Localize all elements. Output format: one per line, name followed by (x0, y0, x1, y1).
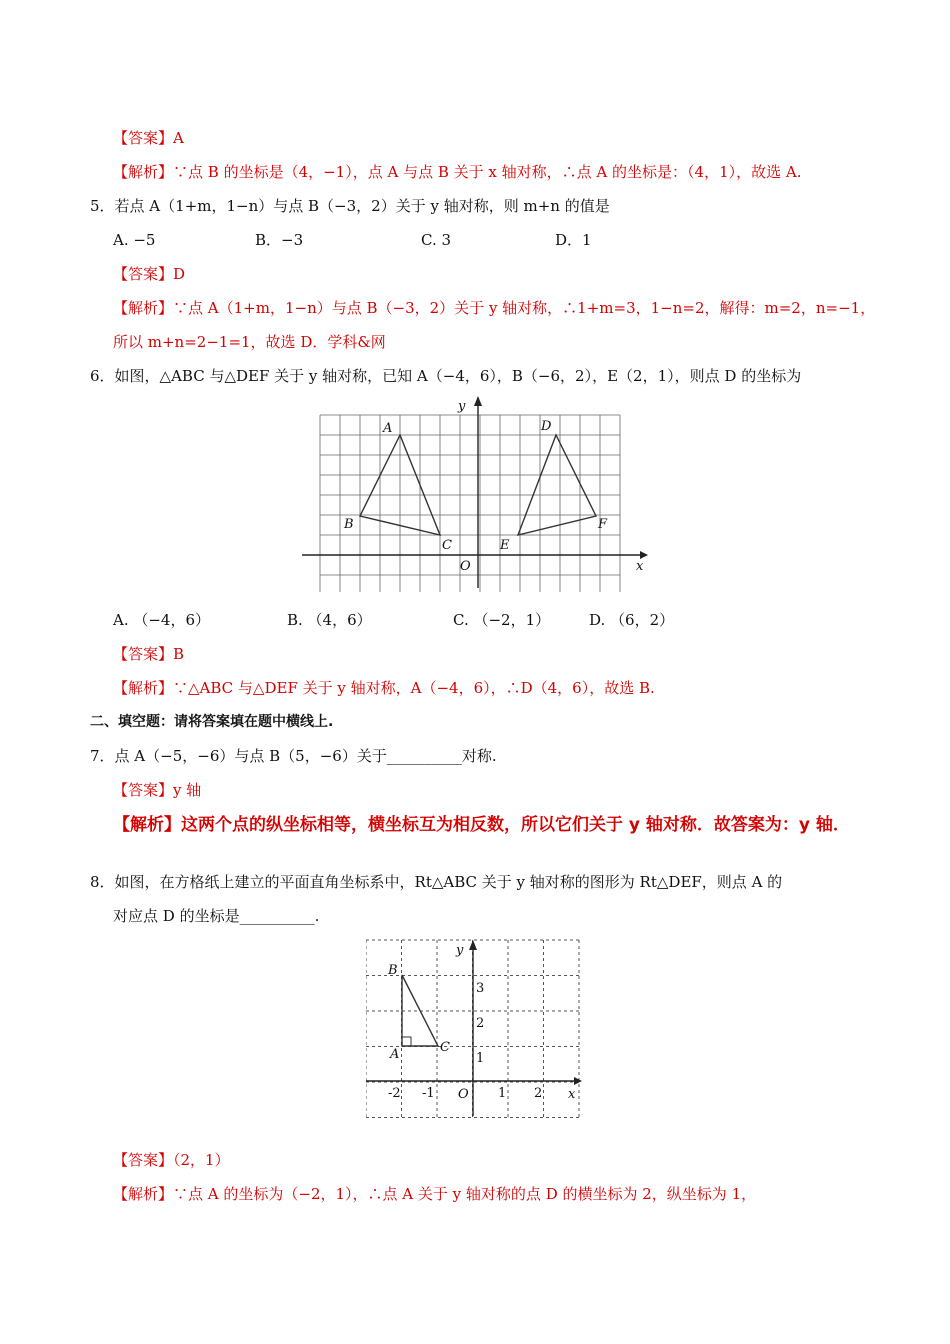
q4-analysis (113, 162, 801, 182)
q6-origin-label: O (460, 559, 471, 574)
q5-option-b: B．−3 (255, 231, 304, 249)
q5-option-c: C. 3 (421, 231, 452, 249)
q8-label-a: A (390, 1047, 400, 1062)
answer-value: D (173, 265, 186, 283)
q8-xtick-2: 2 (534, 1086, 543, 1101)
q5-option-d: D．1 (555, 231, 592, 249)
q6-answer (113, 644, 184, 664)
q8-figure (366, 938, 586, 1120)
analysis-text: ∵点 A 的坐标为（−2，1），∴点 A 关于 y 轴对称的点 D 的横坐标为 2，纵坐标为 1， (173, 1185, 757, 1203)
q6-x-label: x (636, 559, 644, 574)
q8-right-angle-mark (402, 1037, 411, 1046)
answer-value: B (173, 645, 185, 663)
q6-stem: 6．如图，△ABC 与△DEF 关于 y 轴对称，已知 A（−4，6），B（−6，2），E（2，1），则点 D 的坐标为 (90, 367, 802, 385)
q5-option-a: A. −5 (113, 231, 156, 249)
q8-x-arrow-icon (574, 1077, 582, 1085)
answer-value: （2，1） (173, 1151, 230, 1169)
q6-label-b: B (344, 517, 354, 532)
answer-value: A (173, 129, 184, 147)
q8-xtick-1: 1 (498, 1086, 507, 1101)
q6-options (113, 610, 713, 630)
q7-analysis (113, 815, 850, 835)
analysis-label: 【解析】 (113, 679, 174, 697)
answer-label: 【答案】 (113, 129, 174, 147)
q6-figure (300, 392, 650, 592)
q5-analysis (113, 298, 875, 318)
answer-label: 【答案】 (113, 1151, 174, 1169)
q6-option-b: B. （4，6） (287, 611, 372, 629)
q8-x-label: x (568, 1087, 576, 1102)
q8-ytick-1: 1 (476, 1051, 485, 1066)
q6-option-c: C. （−2，1） (453, 611, 551, 629)
answer-label: 【答案】 (113, 645, 174, 663)
q5-answer (113, 264, 185, 284)
q5-analysis-cont: 所以 m+n=2−1=1，故选 D．学科&网 (113, 333, 386, 351)
q6-label-c: C (442, 538, 452, 553)
q6-label-e: E (500, 538, 510, 553)
analysis-label: 【解析】 (113, 815, 181, 835)
q6-option-a: A. （−4，6） (113, 611, 211, 629)
answer-label: 【答案】 (113, 265, 174, 283)
q7-answer (113, 780, 201, 800)
q6-x-arrow-icon (640, 551, 648, 559)
q8-label-c: C (440, 1040, 450, 1055)
q5-stem: 5．若点 A（1+m，1−n）与点 B（−3，2）关于 y 轴对称，则 m+n 的值是 (90, 197, 610, 215)
analysis-text: ∵点 B 的坐标是（4，−1），点 A 与点 B 关于 x 轴对称，∴点 A 的坐标是：（4，1），故选 A. (173, 163, 802, 181)
q8-answer (113, 1150, 230, 1170)
q6-y-label: y (458, 399, 466, 414)
q8-y-label: y (456, 943, 464, 958)
analysis-text: ∵△ABC 与△DEF 关于 y 轴对称，A（−4，6），∴D（4，6），故选 B. (173, 679, 655, 697)
analysis-label: 【解析】 (113, 299, 174, 317)
analysis-label: 【解析】 (113, 1185, 174, 1203)
q6-option-d: D. （6，2） (589, 611, 675, 629)
q8-xtick-neg1: -1 (422, 1086, 435, 1101)
q6-label-a: A (383, 421, 393, 436)
q4-answer (113, 128, 184, 148)
q8-ytick-2: 2 (476, 1016, 485, 1031)
q8-ytick-3: 3 (476, 981, 485, 996)
q5-options (113, 230, 673, 250)
q6-analysis (113, 678, 655, 698)
q8-stem-cont: 对应点 D 的坐标是__________. (113, 907, 320, 925)
q8-stem: 8．如图，在方格纸上建立的平面直角坐标系中，Rt△ABC 关于 y 轴对称的图形为 Rt△DEF，则点 A 的 (90, 873, 783, 891)
q8-xtick-neg2: -2 (388, 1086, 401, 1101)
q6-label-d: D (541, 419, 552, 434)
analysis-text: 这两个点的纵坐标相等，横坐标互为相反数，所以它们关于 y 轴对称．故答案为：y 轴． (181, 815, 850, 835)
analysis-label: 【解析】 (113, 163, 174, 181)
q6-label-f: F (598, 517, 608, 532)
answer-label: 【答案】 (113, 781, 174, 799)
answer-value: y 轴 (173, 781, 202, 799)
q8-y-arrow-icon (469, 940, 477, 950)
analysis-text: ∵点 A（1+m，1−n）与点 B（−3，2）关于 y 轴对称，∴1+m=3，1−n=2，解得：m=2，n=−1， (173, 299, 876, 317)
section-title: 二、填空题：请将答案填在题中横线上. (90, 714, 334, 730)
q8-analysis (113, 1184, 756, 1204)
q7-stem: 7．点 A（−5，−6）与点 B（5，−6）关于__________对称. (90, 747, 497, 765)
q6-triangle-def (518, 435, 596, 535)
q8-origin-label: O (458, 1087, 469, 1102)
q8-label-b: B (388, 963, 398, 978)
q6-y-arrow-icon (474, 396, 482, 406)
